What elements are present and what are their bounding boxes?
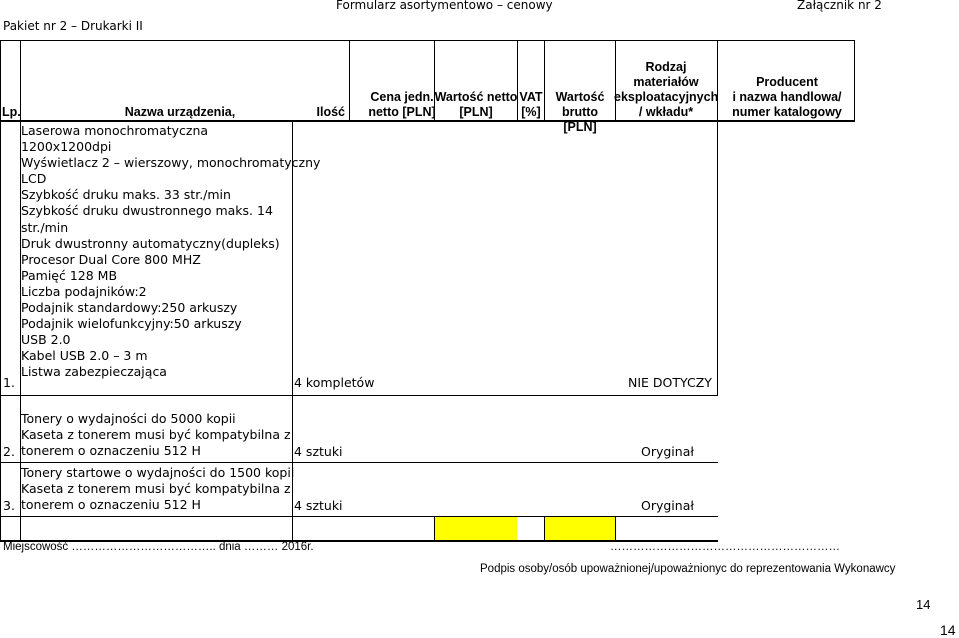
row-2-consumables: Oryginał [641,444,694,459]
row-1-qty: 4 kompletów [294,375,375,390]
header-producer: Producent i nazwa handlowa/ numer katalogowy [732,75,842,119]
row-3-lp: 3. [3,498,15,513]
row-1-lp: 1. [3,375,15,390]
header-consumables: Rodzaj materiałów eksploatacyjnych / wkładu* [614,60,719,119]
package-label: Pakiet nr 2 – Drukarki II [3,19,143,33]
header-qty: Ilość [316,105,345,119]
row-2-lp: 2. [3,444,15,459]
header-unit-price: Cena jedn. netto [PLN] [368,90,436,119]
header-vat: VAT [%] [519,90,543,119]
attachment-label: Załącznik nr 2 [797,0,882,12]
row-1-description: Laserowa monochromatyczna 1200x1200dpi Wyświetlacz 2 – wierszowy, monochromatyczny LCD Szybkość druku maks. 33 str./min Szybkość druku dwustronnego maks. 14 str./min Druk dwustronny automatyczny(dupleks) Procesor Dual Core 800 MHZ Pamięć 128 MB Liczba podajników:2 Podajnik standardowy:250 arkuszy Podajnik wielofunkcyjny:50 arkuszy USB 2.0 Kabel USB 2.0 – 3 m Listwa zabezpieczająca [21,123,321,380]
form-title: Formularz asortymentowo – cenowy [336,0,553,12]
row-2-description: Tonery o wydajności do 5000 kopii Kaseta z tonerem musi być kompatybilna z tonerem o oznaczeniu 512 H [21,411,291,459]
header-net-value: Wartość netto [PLN] [434,90,518,119]
signature-dots: …………………………………………………… [610,541,840,553]
row-2-qty: 4 sztuki [294,444,343,459]
row-3-description: Tonery startowe o wydajności do 1500 kopii Kaseta z tonerem musi być kompatybilna z tonerem o oznaczeniu 512 H [21,465,295,513]
row-3-consumables: Oryginał [641,498,694,513]
highlight-gross-value-total [545,517,615,540]
header-gross-value: Wartość brutto [PLN] [555,90,605,134]
header-name: Nazwa urządzenia, [124,105,236,119]
signature-caption: Podpis osoby/osób upoważnionej/upoważnionyc do reprezentowania Wykonawcy [480,563,896,575]
row-1-consumables: NIE DOTYCZY [628,375,712,390]
page-number-inner: 14 [916,597,931,612]
row-3-qty: 4 sztuki [294,498,343,513]
page-number-outer: 14 [940,622,956,638]
header-lp: Lp. [2,105,21,119]
place-date-line: Miejscowość ……………………………….. dnia ……… 2016r. [3,541,314,553]
highlight-net-value-total [435,517,517,540]
